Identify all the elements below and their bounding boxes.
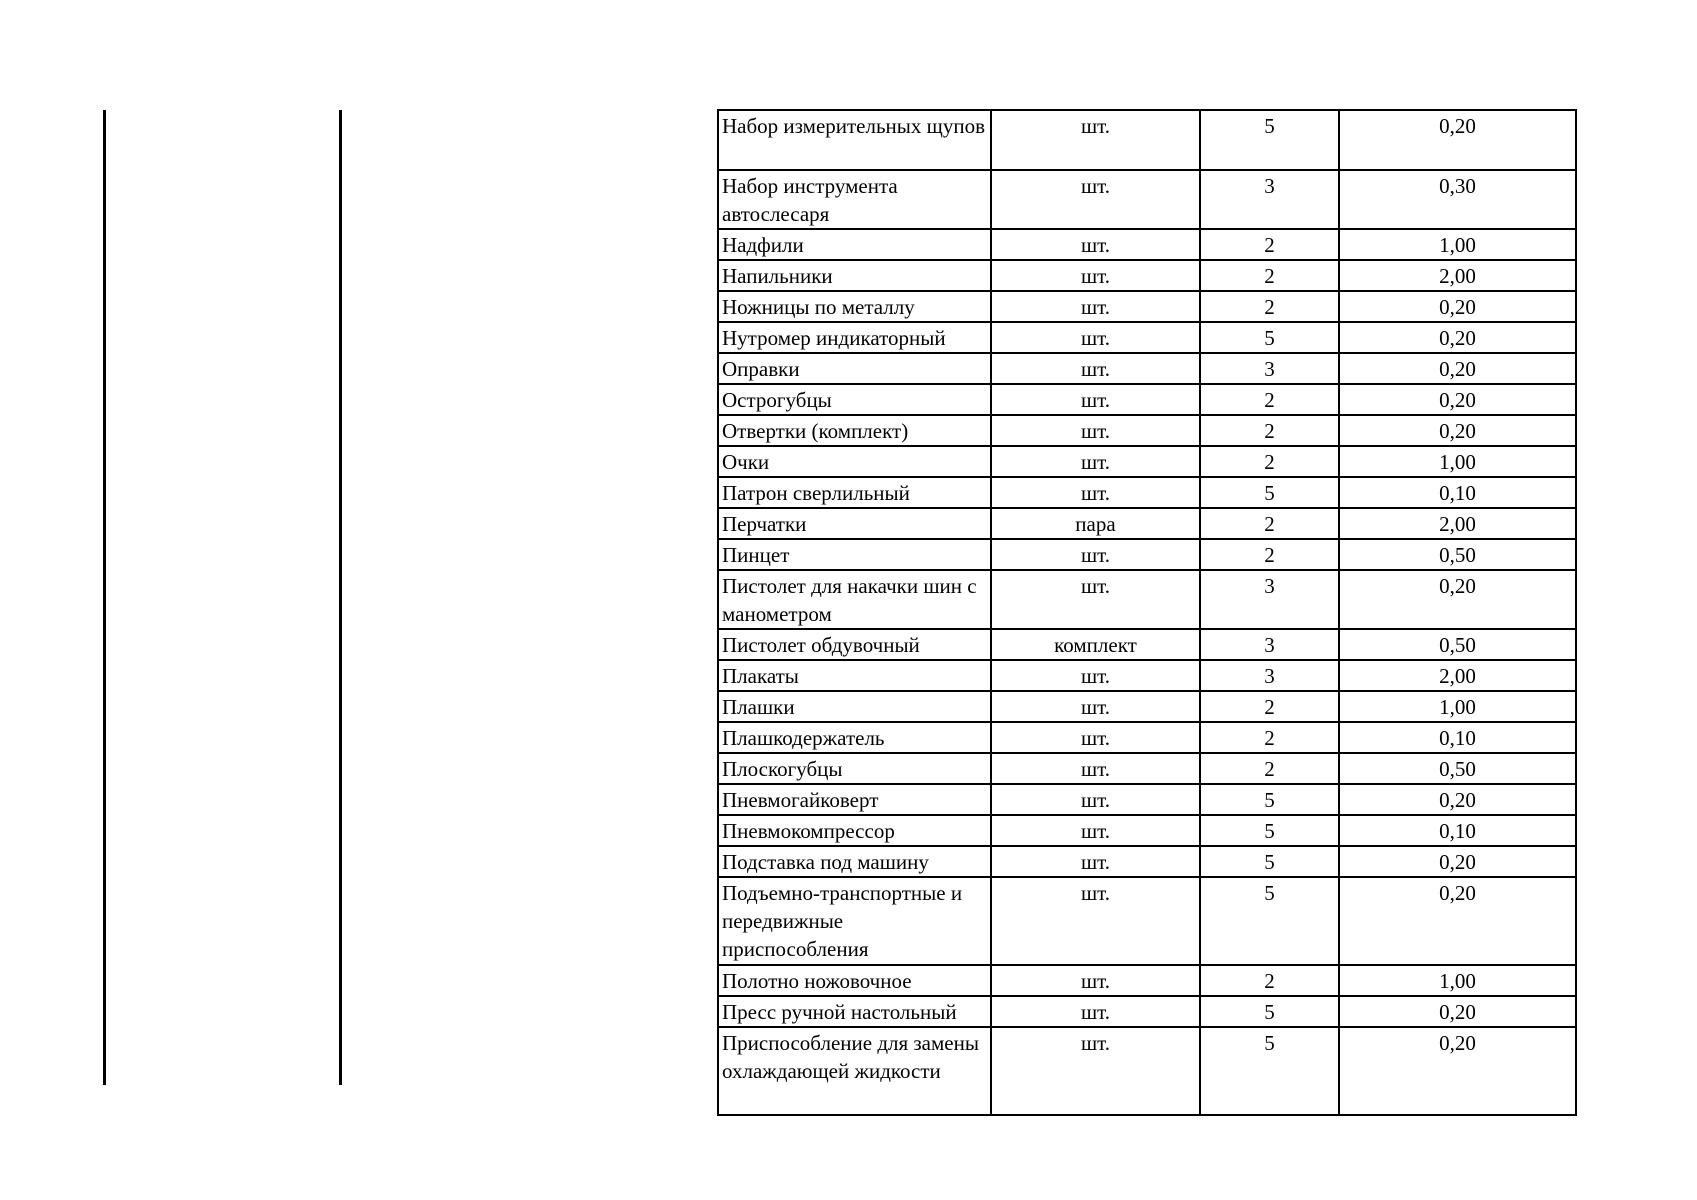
item-unit: шт. [991, 446, 1200, 477]
item-name: Пневмокомпрессор [718, 815, 991, 846]
item-quantity: 2 [1200, 384, 1339, 415]
item-coefficient: 1,00 [1339, 446, 1576, 477]
item-coefficient: 0,20 [1339, 1027, 1576, 1115]
table-row [718, 415, 1576, 446]
item-quantity: 2 [1200, 691, 1339, 722]
item-unit: шт. [991, 1027, 1200, 1115]
item-coefficient: 0,20 [1339, 846, 1576, 877]
item-quantity: 2 [1200, 508, 1339, 539]
item-quantity: 5 [1200, 110, 1339, 170]
item-unit: пара [991, 508, 1200, 539]
item-coefficient: 0,10 [1339, 722, 1576, 753]
item-unit: шт. [991, 539, 1200, 570]
item-coefficient: 0,50 [1339, 539, 1576, 570]
item-quantity: 3 [1200, 170, 1339, 229]
item-unit: шт. [991, 353, 1200, 384]
item-quantity: 2 [1200, 539, 1339, 570]
table-row [718, 1027, 1576, 1115]
item-unit: комплект [991, 629, 1200, 660]
item-name: Ножницы по металлу [718, 291, 991, 322]
item-quantity: 5 [1200, 784, 1339, 815]
item-name: Набор инструмента автослесаря [718, 170, 991, 229]
item-coefficient: 0,20 [1339, 353, 1576, 384]
item-coefficient: 0,20 [1339, 322, 1576, 353]
item-quantity: 5 [1200, 877, 1339, 965]
item-unit: шт. [991, 291, 1200, 322]
table-row [718, 446, 1576, 477]
table-row [718, 570, 1576, 629]
item-unit: шт. [991, 415, 1200, 446]
table-row [718, 691, 1576, 722]
item-unit: шт. [991, 753, 1200, 784]
item-coefficient: 0,10 [1339, 477, 1576, 508]
item-name: Пневмогайковерт [718, 784, 991, 815]
item-unit: шт. [991, 815, 1200, 846]
item-coefficient: 1,00 [1339, 691, 1576, 722]
item-quantity: 2 [1200, 260, 1339, 291]
middle-column-border [339, 110, 342, 1085]
table-row [718, 996, 1576, 1027]
item-name: Плашкодержатель [718, 722, 991, 753]
item-unit: шт. [991, 722, 1200, 753]
item-coefficient: 2,00 [1339, 260, 1576, 291]
item-name: Пинцет [718, 539, 991, 570]
item-coefficient: 1,00 [1339, 229, 1576, 260]
item-name: Патрон сверлильный [718, 477, 991, 508]
item-coefficient: 2,00 [1339, 660, 1576, 691]
table-row [718, 110, 1576, 170]
item-unit: шт. [991, 384, 1200, 415]
item-unit: шт. [991, 170, 1200, 229]
item-coefficient: 1,00 [1339, 965, 1576, 996]
item-name: Перчатки [718, 508, 991, 539]
item-name: Плоскогубцы [718, 753, 991, 784]
equipment-table [717, 109, 1577, 1116]
item-coefficient: 0,30 [1339, 170, 1576, 229]
table-row [718, 629, 1576, 660]
item-quantity: 2 [1200, 722, 1339, 753]
item-name: Плакаты [718, 660, 991, 691]
item-coefficient: 0,20 [1339, 570, 1576, 629]
item-name: Полотно ножовочное [718, 965, 991, 996]
item-quantity: 5 [1200, 322, 1339, 353]
item-unit: шт. [991, 570, 1200, 629]
item-unit: шт. [991, 965, 1200, 996]
item-name: Оправки [718, 353, 991, 384]
item-name: Приспособление для замены охлаждающей жидкости [718, 1027, 991, 1115]
item-unit: шт. [991, 322, 1200, 353]
item-unit: шт. [991, 229, 1200, 260]
item-quantity: 3 [1200, 629, 1339, 660]
item-coefficient: 0,50 [1339, 753, 1576, 784]
item-unit: шт. [991, 110, 1200, 170]
item-name: Нутромер индикаторный [718, 322, 991, 353]
item-coefficient: 0,20 [1339, 784, 1576, 815]
item-coefficient: 0,20 [1339, 877, 1576, 965]
item-unit: шт. [991, 260, 1200, 291]
item-coefficient: 0,20 [1339, 415, 1576, 446]
item-name: Пресс ручной настольный [718, 996, 991, 1027]
table-row [718, 846, 1576, 877]
item-name: Подъемно-транспортные и передвижные приспособления [718, 877, 991, 965]
item-unit: шт. [991, 846, 1200, 877]
table-row [718, 539, 1576, 570]
item-quantity: 2 [1200, 753, 1339, 784]
item-unit: шт. [991, 784, 1200, 815]
item-coefficient: 0,10 [1339, 815, 1576, 846]
left-column-border [103, 110, 106, 1085]
item-quantity: 3 [1200, 353, 1339, 384]
table-row [718, 170, 1576, 229]
item-coefficient: 2,00 [1339, 508, 1576, 539]
item-coefficient: 0,20 [1339, 110, 1576, 170]
item-quantity: 2 [1200, 965, 1339, 996]
table-row [718, 384, 1576, 415]
table-row [718, 508, 1576, 539]
item-name: Напильники [718, 260, 991, 291]
table-row [718, 291, 1576, 322]
item-coefficient: 0,50 [1339, 629, 1576, 660]
item-unit: шт. [991, 691, 1200, 722]
table-row [718, 477, 1576, 508]
table-row [718, 722, 1576, 753]
item-name: Плашки [718, 691, 991, 722]
table-row [718, 229, 1576, 260]
table-row [718, 322, 1576, 353]
item-name: Пистолет для накачки шин с манометром [718, 570, 991, 629]
item-quantity: 3 [1200, 570, 1339, 629]
table-row [718, 353, 1576, 384]
item-quantity: 5 [1200, 846, 1339, 877]
item-quantity: 3 [1200, 660, 1339, 691]
item-quantity: 5 [1200, 996, 1339, 1027]
table-row [718, 660, 1576, 691]
table-row [718, 877, 1576, 965]
item-coefficient: 0,20 [1339, 291, 1576, 322]
item-quantity: 2 [1200, 291, 1339, 322]
item-coefficient: 0,20 [1339, 384, 1576, 415]
item-unit: шт. [991, 660, 1200, 691]
item-quantity: 2 [1200, 229, 1339, 260]
item-name: Отвертки (комплект) [718, 415, 991, 446]
item-name: Пистолет обдувочный [718, 629, 991, 660]
item-name: Надфили [718, 229, 991, 260]
table-row [718, 815, 1576, 846]
item-unit: шт. [991, 877, 1200, 965]
table-row [718, 753, 1576, 784]
table-row [718, 784, 1576, 815]
table-row [718, 260, 1576, 291]
item-quantity: 2 [1200, 415, 1339, 446]
item-quantity: 2 [1200, 446, 1339, 477]
item-name: Подставка под машину [718, 846, 991, 877]
table-row [718, 965, 1576, 996]
item-name: Очки [718, 446, 991, 477]
item-name: Острогубцы [718, 384, 991, 415]
item-name: Набор измерительных щупов [718, 110, 991, 170]
item-quantity: 5 [1200, 1027, 1339, 1115]
item-coefficient: 0,20 [1339, 996, 1576, 1027]
item-unit: шт. [991, 996, 1200, 1027]
item-quantity: 5 [1200, 477, 1339, 508]
item-unit: шт. [991, 477, 1200, 508]
item-quantity: 5 [1200, 815, 1339, 846]
